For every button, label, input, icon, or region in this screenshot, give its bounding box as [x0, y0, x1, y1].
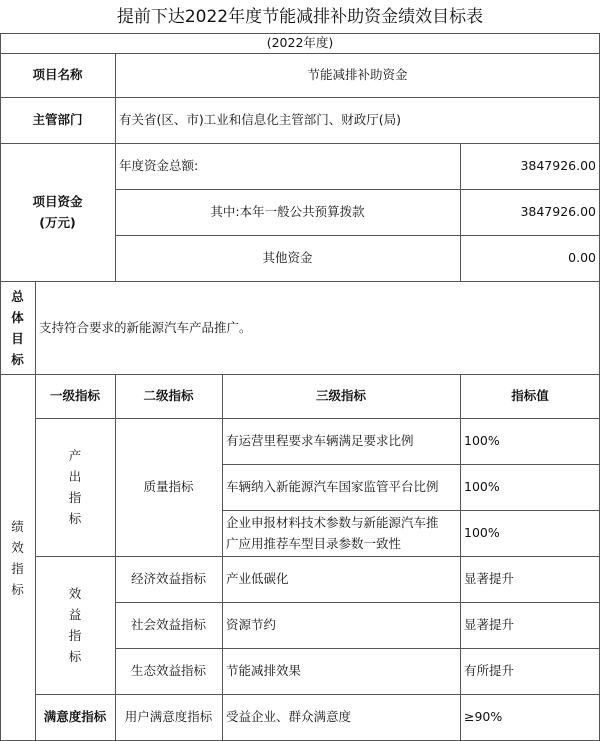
page-title: 提前下达2022年度节能减排补助资金绩效目标表: [116, 7, 484, 27]
overall-goal-char: 总: [11, 288, 24, 304]
funds-label: [0, 143, 115, 281]
output-char: 出: [68, 469, 82, 484]
funds-other-value: 0.00: [568, 250, 596, 265]
overall-goal-value: 支持符合要求的新能源汽车产品推广。: [39, 319, 252, 335]
project-name-label: 项目名称: [32, 67, 83, 82]
output-item-name: [222, 510, 460, 556]
performance-char: 效: [11, 539, 24, 555]
benefit-item-value: 有所提升: [464, 663, 515, 678]
benefit-char: 指: [68, 628, 82, 643]
output-item-value: 100%: [464, 433, 500, 448]
benefit-item-name: 资源节约: [226, 617, 277, 632]
performance-char: 标: [11, 581, 24, 597]
grid-line: [0, 33, 600, 34]
benefit-item-name: 产业低碳化: [226, 571, 289, 586]
output-char: 产: [68, 448, 82, 463]
funds-total-value: 3847926.00: [520, 158, 596, 173]
output-item-name: 车辆纳入新能源汽车国家监管平台比例: [226, 479, 439, 494]
overall-goal-char: 标: [11, 351, 24, 367]
performance-label: [0, 374, 35, 741]
benefit-level2: 社会效益指标: [130, 617, 206, 632]
performance-char: 绩: [11, 518, 24, 534]
performance-char: 指: [11, 560, 24, 576]
project-name-value: 节能减排补助资金: [307, 67, 408, 82]
funds-label-line2: (万元): [39, 215, 76, 230]
funds-budget-value: 3847926.00: [520, 204, 596, 219]
benefit-item-name: 节能减排效果: [226, 663, 302, 678]
satisfaction-level2: 用户满意度指标: [124, 709, 213, 724]
benefit-char: 效: [68, 586, 82, 601]
department-value: 有关省(区、市)工业和信息化主管部门、财政厅(局): [119, 112, 402, 127]
funds-budget-label: 其中:本年一般公共预算拨款: [210, 204, 365, 219]
funds-other-label: 其他资金: [262, 250, 313, 265]
quality-indicator-label: 质量指标: [143, 479, 194, 494]
output-indicator-label: [35, 418, 115, 556]
output-char: 指: [68, 490, 82, 505]
funds-label-line1: 项目资金: [32, 194, 83, 209]
overall-goal-label: [0, 281, 35, 374]
benefit-level2: 经济效益指标: [130, 571, 206, 586]
header-level3: 三级指标: [315, 388, 366, 403]
satisfaction-level1: 满意度指标: [43, 709, 107, 724]
overall-goal-char: 目: [11, 330, 24, 346]
benefit-item-value: 显著提升: [464, 571, 515, 586]
funds-total-label: 年度资金总额:: [119, 158, 199, 173]
output-item-name-line: 广应用推荐车型目录参数一致性: [226, 536, 402, 551]
output-item-value: 100%: [464, 525, 500, 540]
header-value: 指标值: [511, 388, 549, 403]
benefit-item-value: 显著提升: [464, 617, 515, 632]
output-item-name-line: 企业申报材料技术参数与新能源汽车推: [226, 515, 439, 530]
output-item-name: 有运营里程要求车辆满足要求比例: [226, 433, 414, 448]
benefit-level2: 生态效益指标: [130, 663, 206, 678]
output-char: 标: [68, 511, 82, 526]
header-level2: 二级指标: [143, 388, 194, 403]
satisfaction-item-name: 受益企业、群众满意度: [226, 709, 352, 724]
page-subtitle: (2022年度): [266, 35, 334, 50]
benefit-char: 标: [68, 649, 82, 664]
benefit-indicator-label: [35, 556, 115, 694]
output-item-value: 100%: [464, 479, 500, 494]
header-level1: 一级指标: [49, 388, 100, 403]
overall-goal-char: 体: [11, 309, 24, 325]
satisfaction-item-value: ≥90%: [464, 709, 503, 724]
benefit-char: 益: [68, 607, 82, 622]
department-label: 主管部门: [32, 112, 83, 127]
